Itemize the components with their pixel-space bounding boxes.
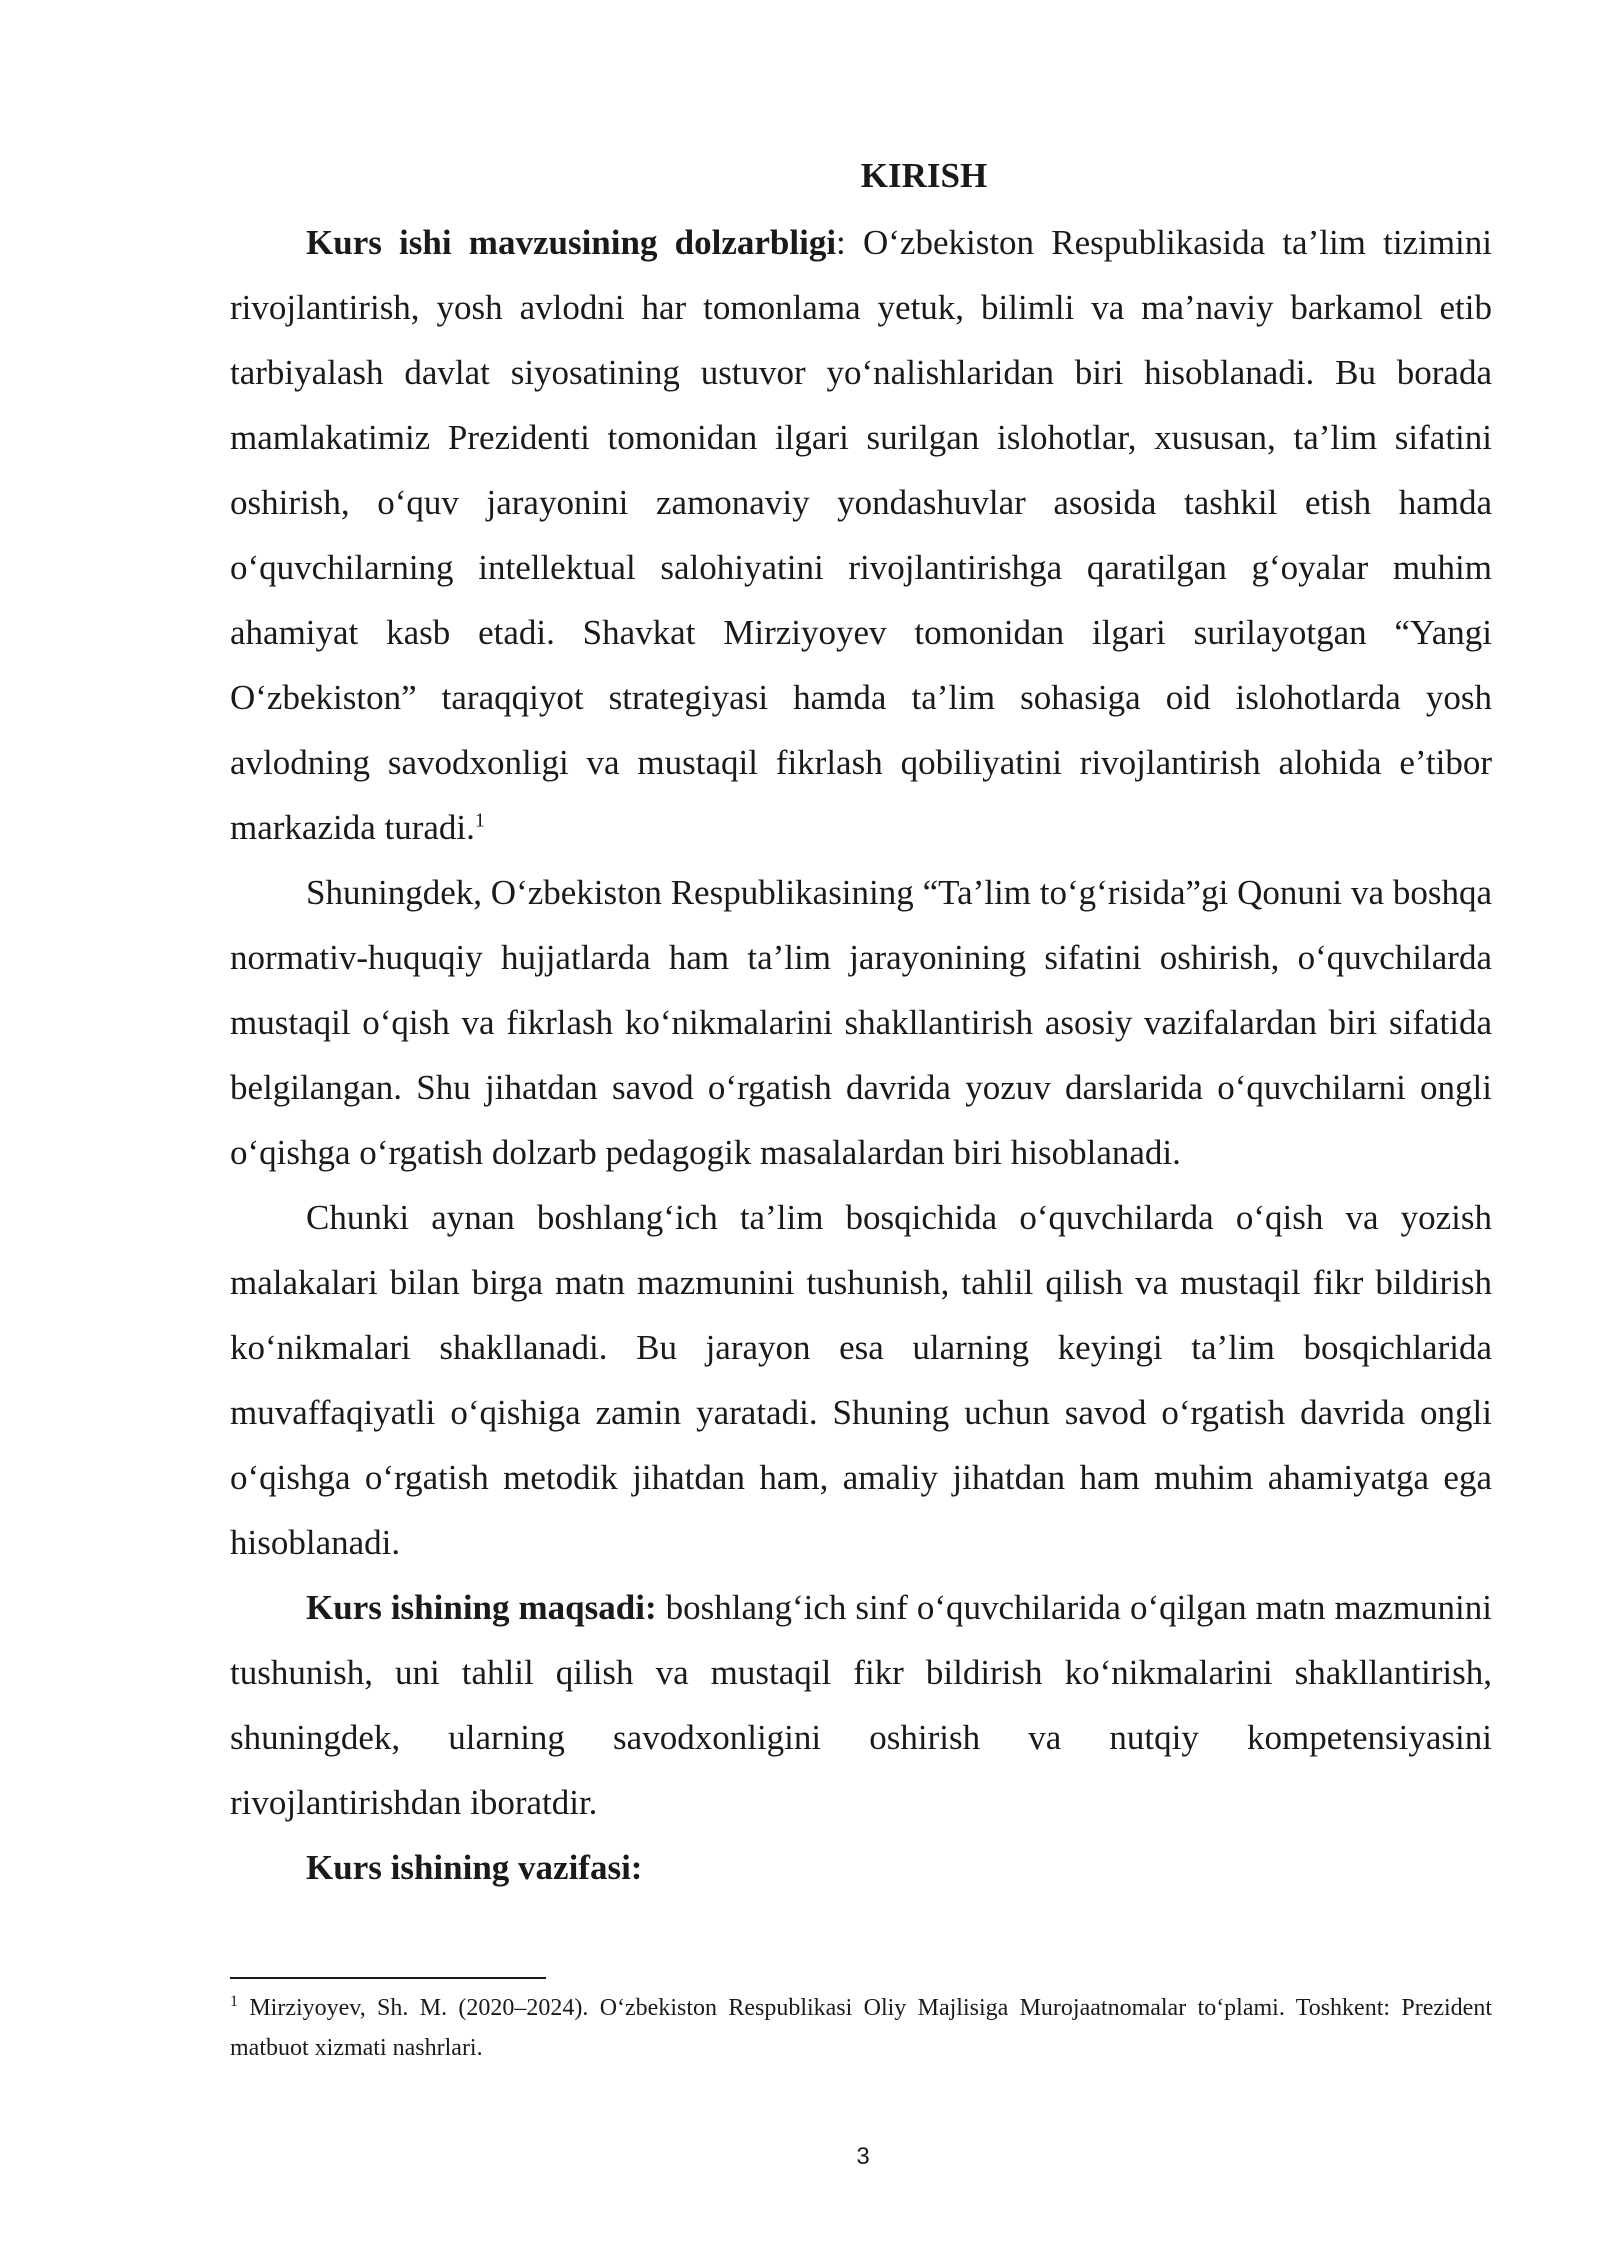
- footnote-divider: [230, 1977, 546, 1979]
- footnote-reference[interactable]: 1: [474, 809, 485, 832]
- main-text: [230, 148, 1492, 1900]
- paragraph-relevance: [230, 210, 1492, 860]
- paragraph-goal: [230, 1575, 1492, 1835]
- page-number: 3: [856, 2143, 870, 2170]
- paragraph-text: Chunki aynan boshlang‘ich ta’lim bosqichida o‘quvchilarda o‘qish va yozish malakalari bilan birga matn mazmunini tushunish, tahlil qilish va mustaqil fikr bildirish ko‘nikmalari shakllanadi. Bu jarayon esa ularning keyingi ta’lim bosqichlarida muvaffaqiyatli o‘qishiga zamin yaratadi. Shuning uchun savod o‘rgatish davrida ongli o‘qishga o‘rgatish metodik jihatdan ham, amaliy jihatdan ham muhim ahamiyatga ega hisoblanadi.: [230, 1198, 1492, 1562]
- paragraph-lead: Kurs ishi mavzusining dolzarbligi: [306, 223, 837, 262]
- footnote: [230, 1988, 1492, 2068]
- paragraph-lead: Kurs ishining vazifasi:: [306, 1848, 643, 1887]
- paragraph-lead: Kurs ishining maqsadi:: [306, 1588, 657, 1627]
- paragraph-tasks: [230, 1835, 1492, 1900]
- paragraph-text: Shuningdek, O‘zbekiston Respublikasining “Ta’lim to‘g‘risida”gi Qonuni va boshqa normativ-huquqiy hujjatlarda ham ta’lim jarayonining sifatini oshirish, o‘quvchilarda mustaqil o‘qish va fikrlash ko‘nikmalarini shakllantirish asosiy vazifalardan biri sifatida belgilangan. Shu jihatdan savod o‘rgatish davrida yozuv darslarida o‘quvchilarni ongli o‘qishga o‘rgatish dolzarb pedagogik masalalardan biri hisoblanadi.: [230, 873, 1492, 1172]
- section-title: KIRISH: [860, 156, 988, 195]
- footnote-marker: 1: [230, 1993, 238, 2010]
- paragraph-primary-education: [230, 1185, 1492, 1575]
- paragraph-law: [230, 860, 1492, 1185]
- footnote-text: Mirziyoyev, Sh. M. (2020–2024). O‘zbekiston Respublikasi Oliy Majlisiga Murojaatnomalar to‘plami. Toshkent: Prezident matbuot xizmati nashrlari.: [230, 1995, 1492, 2061]
- paragraph-text: boshlang‘ich sinf o‘quvchilarida o‘qilgan matn mazmunini tushunish, uni tahlil qilish va mustaqil fikr bildirish ko‘nikmalarini shakllantirish, shuningdek, ularning savodxonligini oshirish va nutqiy kompetensiyasini rivojlantirishdan iboratdir.: [230, 1588, 1493, 1822]
- paragraph-text: : O‘zbekiston Respublikasida ta’lim tizimini rivojlantirish, yosh avlodni har tomonlama yetuk, bilimli va ma’naviy barkamol etib tarbiyalash davlat siyosatining ustuvor yo‘nalishlaridan biri hisoblanadi. Bu borada mamlakatimiz Prezidenti tomonidan ilgari surilgan islohotlar, xususan, ta’lim sifatini oshirish, o‘quv jarayonini zamonaviy yondashuvlar asosida tashkil etish hamda o‘quvchilarning intellektual salohiyatini rivojlantirishga qaratilgan g‘oyalar muhim ahamiyat kasb etadi. Shavkat Mirziyoyev tomonidan ilgari surilayotgan “Yangi O‘zbekiston” taraqqiyot strategiyasi hamda ta’lim sohasiga oid islohotlarda yosh avlodning savodxonligi va mustaqil fikrlash qobiliyatini rivojlantirish alohida e’tibor markazida turadi.: [230, 223, 1492, 847]
